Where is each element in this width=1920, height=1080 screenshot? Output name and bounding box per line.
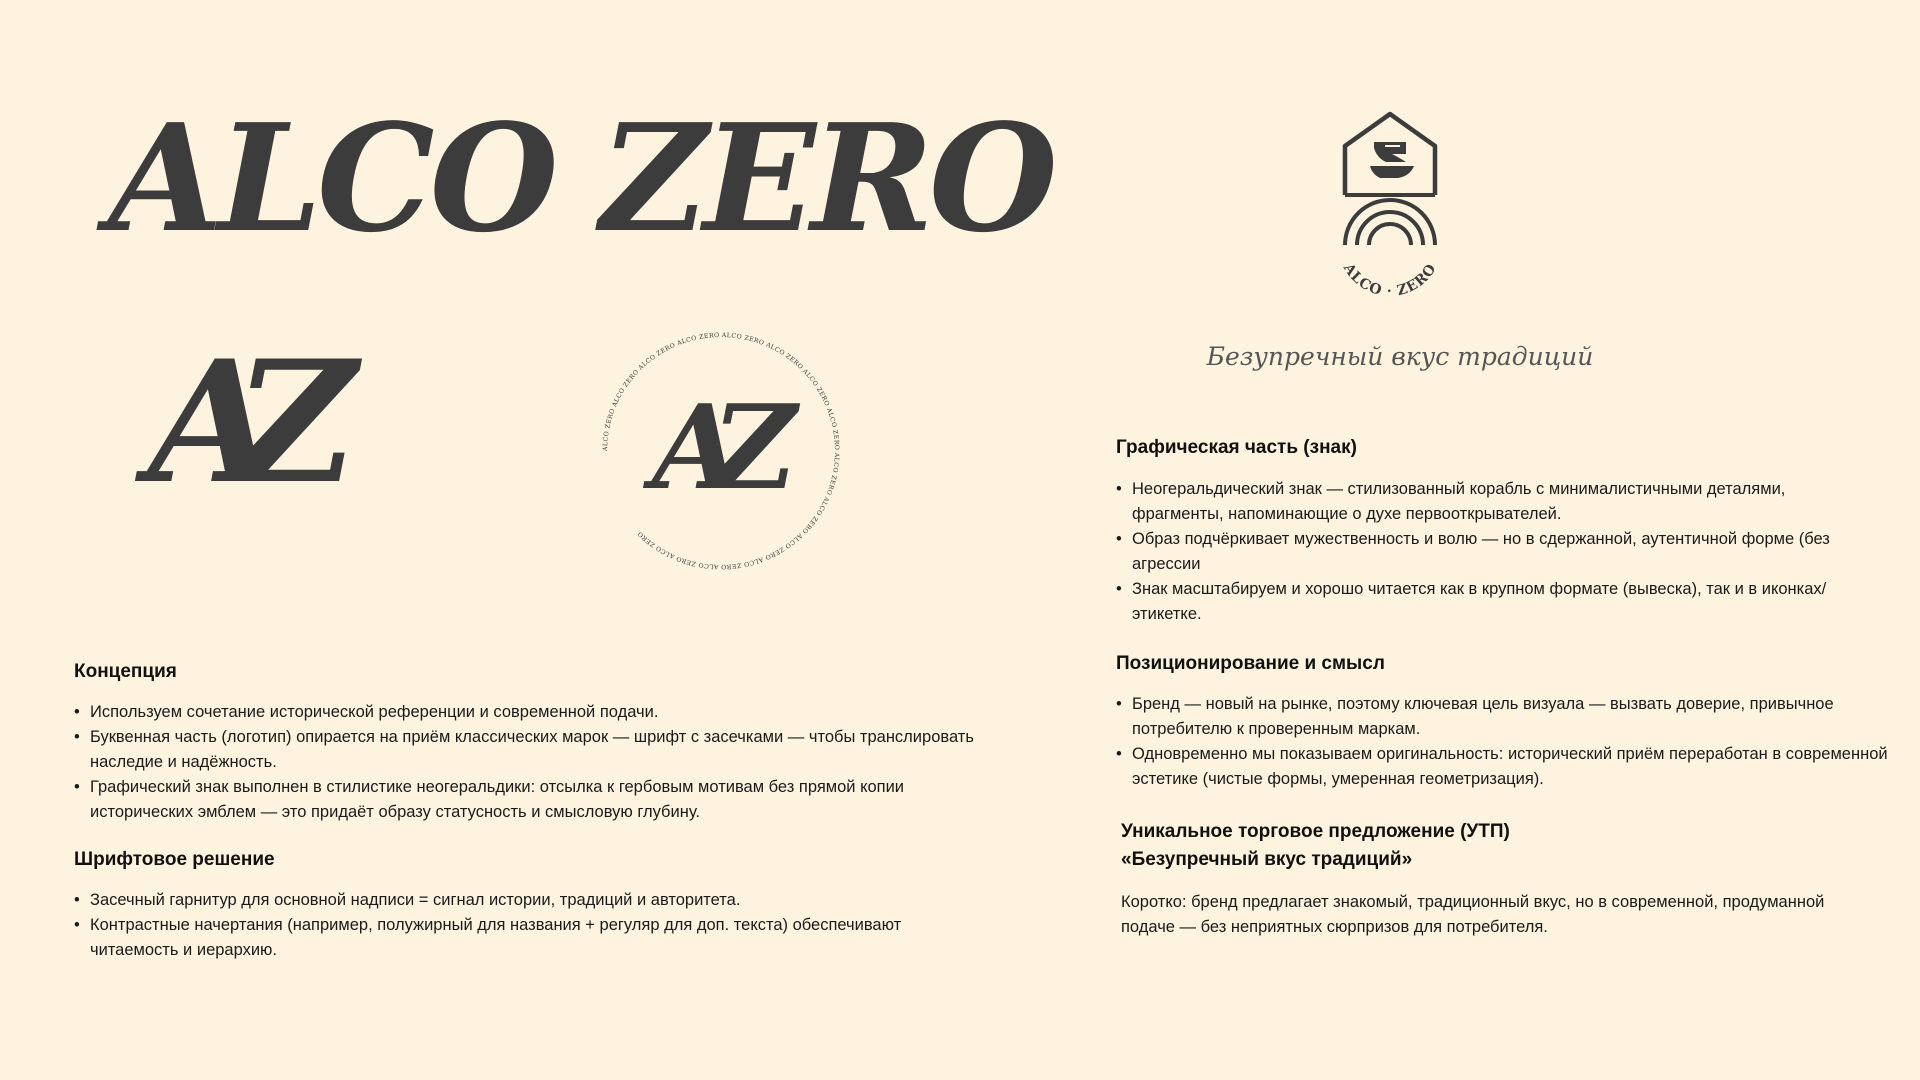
list-item: • Контрастные начертания (например, полужирный для названия + регуляр для доп. текста) обеспечивают читаемость и иерархию. xyxy=(74,913,994,963)
positioning-list xyxy=(1116,692,1906,792)
monogram-logo-badge: AZ xyxy=(652,380,767,516)
positioning-heading: Позиционирование и смысл xyxy=(1116,653,1385,674)
list-item: • Образ подчёркивает мужественность и волю — но в сдержанной, аутентичной форме (без агрессии xyxy=(1116,527,1876,577)
graphic-part-list xyxy=(1116,477,1876,627)
usp-slogan: «Безупречный вкус традиций» xyxy=(1121,849,1413,870)
graphic-part-section xyxy=(1116,434,1876,627)
monogram-logo-large: AZ xyxy=(148,323,313,521)
list-item: • Графический знак выполнен в стилистике неогеральдики: отсылка к гербовым мотивам без прямой копии исторических эмблем — это придаёт образу статусность и смысловую глубину. xyxy=(74,775,974,825)
list-item: • Бренд — новый на рынке, поэтому ключевая цель визуала — вызвать доверие, привычное потребителю к проверенным маркам. xyxy=(1116,692,1906,742)
svg-text:ALCO · ZERO xyxy=(1339,260,1440,300)
ship-emblem-icon xyxy=(1330,110,1450,310)
usp-text: Коротко: бренд предлагает знакомый, традиционный вкус, но в современной, продуманной подаче — без неприятных сюрпризов для потребителя. xyxy=(1121,893,1825,936)
font-solution-list xyxy=(74,888,994,963)
graphic-part-heading: Графическая часть (знак) xyxy=(1116,437,1357,458)
concept-heading: Концепция xyxy=(74,661,177,682)
usp-heading: Уникальное торговое предложение (УТП) xyxy=(1121,821,1510,842)
list-item: • Неогеральдический знак — стилизованный корабль с минималистичными деталями, фрагменты, напоминающие о духе первооткрывателей. xyxy=(1116,477,1876,527)
list-item: • Буквенная часть (логотип) опирается на приём классических марок — шрифт с засечками — чтобы транслировать наследие и надёжность. xyxy=(74,725,974,775)
list-item: • Одновременно мы показываем оригинальность: исторический приём переработан в современной эстетике (чистые формы, умеренная геометризация). xyxy=(1116,742,1906,792)
list-item: • Знак масштабируем и хорошо читается как в крупном формате (вывеска), так и в иконках/этикетке. xyxy=(1116,577,1876,627)
font-solution-section xyxy=(74,846,994,963)
emblem-text: ALCO · ZERO xyxy=(1339,260,1441,300)
concept-section xyxy=(74,658,974,825)
font-solution-heading: Шрифтовое решение xyxy=(74,849,275,870)
usp-section xyxy=(1121,818,1881,940)
tagline: Безупречный вкус традиций xyxy=(1206,342,1594,371)
positioning-section xyxy=(1116,650,1906,792)
list-item: • Засечный гарнитур для основной надписи = сигнал истории, традиций и авторитета. xyxy=(74,888,994,913)
concept-list xyxy=(74,700,974,825)
wordmark-logo: ALCO ZERO xyxy=(108,91,1053,265)
list-item: • Используем сочетание исторической референции и современной подачи. xyxy=(74,700,974,725)
badge-ring-text: ALCO ZERO ALCO ZERO ALCO ZERO ALCO ZERO ALCO ZERO ALCO ZERO ALCO ZERO ALCO ZERO ALCO ZERO ALCO ZERO ALCO ZERO ALCO ZERO ALCO ZERO ALCO ZERO xyxy=(601,331,841,571)
